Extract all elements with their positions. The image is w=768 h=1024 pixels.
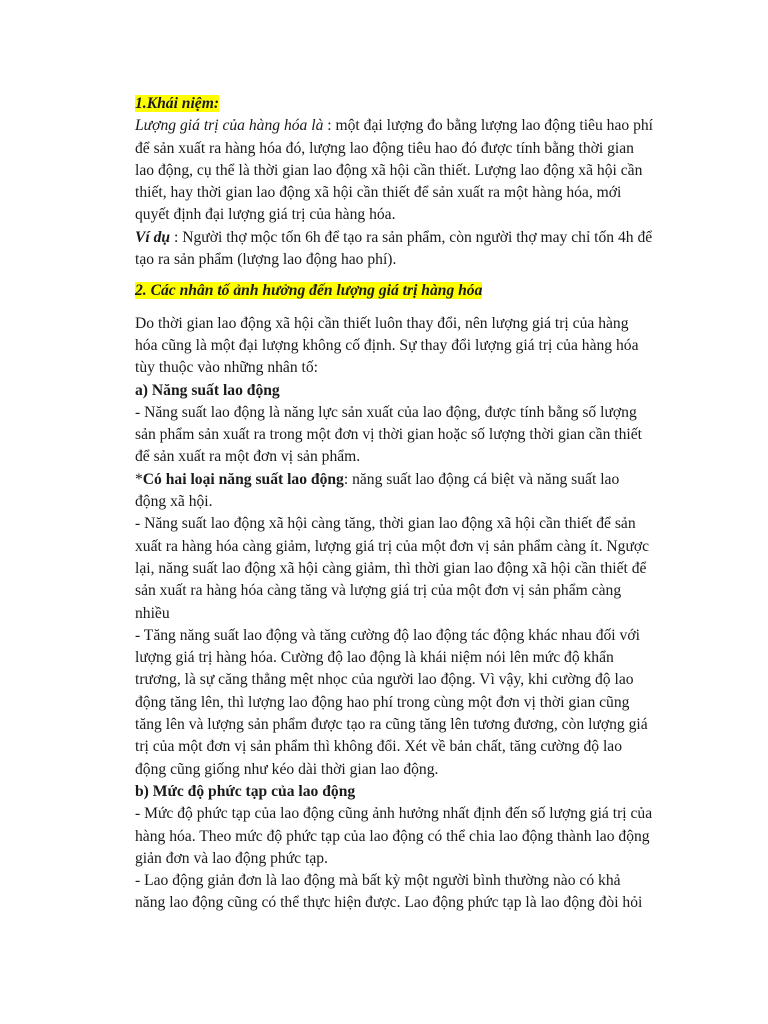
section-1-heading: 1.Khái niệm: <box>135 95 220 112</box>
b-paragraph-1-line-2: hàng hóa. Theo mức độ phức tạp của lao động có thể chia lao động thành lao động <box>135 827 650 845</box>
a-paragraph-3-line-1: - Tăng năng suất lao động và tăng cường độ lao động tác động khác nhau đối với <box>135 626 640 644</box>
intro-line-3: tùy thuộc vào những nhân tố: <box>135 359 318 377</box>
a-types-term: Có hai loại năng suất lao động <box>142 470 344 488</box>
intro-line-1: Do thời gian lao động xã hội cần thiết luôn thay đổi, nên lượng giá trị của hàng <box>135 314 629 332</box>
a-paragraph-2-line-4: sản xuất ra hàng hóa càng tăng và lượng giá trị của một đơn vị sản phẩm càng <box>135 582 622 600</box>
definition-line-4: thiết, hay thời gian lao động xã hội cần thiết để sản xuất ra một hàng hóa, mới <box>135 184 622 202</box>
b-paragraph-1-line-1: - Mức độ phức tạp của lao động cũng ảnh hưởng nhất định đến số lượng giá trị của <box>135 805 653 823</box>
example-term: Ví dụ <box>135 228 171 246</box>
section-1-heading-line <box>135 93 683 115</box>
a-types-line-1 <box>135 469 683 491</box>
a-paragraph-2-line-3: lại, năng suất lao động xã hội càng giảm, thì thời gian lao động xã hội cần thiết để <box>135 559 647 577</box>
example-text: : Người thợ mộc tốn 6h để tạo ra sản phẩm, còn người thợ may chỉ tốn 4h để <box>170 228 653 246</box>
a-paragraph-3-line-5: tăng lên và lượng sản phẩm được tạo ra cũng tăng lên tương đương, còn lượng giá <box>135 716 648 734</box>
subheading-a: a) Năng suất lao động <box>135 381 280 399</box>
a-types-text: : năng suất lao động cá biệt và năng suất lao <box>343 470 620 488</box>
b-paragraph-2-line-1: - Lao động giản đơn là lao động mà bất kỳ một người bình thường nào có khả <box>135 872 621 890</box>
subheading-b: b) Mức độ phức tạp của lao động <box>135 782 356 800</box>
b-paragraph-1-line-3: giản đơn và lao động phức tạp. <box>135 849 328 867</box>
example-line-1 <box>135 227 683 249</box>
a-paragraph-2-line-1: - Năng suất lao động xã hội càng tăng, thời gian lao động xã hội cần thiết để sản <box>135 515 636 533</box>
example-line-2: tạo ra sản phẩm (lượng lao động hao phí). <box>135 251 397 269</box>
section-2-heading-line <box>135 280 683 302</box>
document-page <box>135 93 683 915</box>
a-paragraph-2-line-5: nhiều <box>135 604 170 622</box>
definition-text: : một đại lượng đo bằng lượng lao động tiêu hao phí <box>323 117 654 135</box>
a-paragraph-1-line-2: sản phẩm sản xuất ra trong một đơn vị thời gian hoặc số lượng thời gian cần thiết <box>135 426 642 444</box>
definition-line-2: để sản xuất ra hàng hóa đó, lượng lao động tiêu hao đó được tính bằng thời gian <box>135 139 634 157</box>
a-paragraph-3-line-2: lượng giá trị hàng hóa. Cường độ lao động là khái niệm nói lên mức độ khẩn <box>135 649 614 667</box>
definition-line-5: quyết định đại lượng giá trị của hàng hóa. <box>135 206 396 224</box>
definition-line-1 <box>135 115 683 137</box>
a-types-line-2: động xã hội. <box>135 493 213 511</box>
a-paragraph-3-line-6: trị của một đơn vị sản phẩm thì không đổi. Xét về bản chất, tăng cường độ lao <box>135 738 623 756</box>
spacer <box>135 271 683 280</box>
a-paragraph-1-line-1: - Năng suất lao động là năng lực sản xuất của lao động, được tính bằng số lượng <box>135 403 637 421</box>
a-paragraph-2-line-2: xuất ra hàng hóa càng giảm, lượng giá trị của một đơn vị sản phẩm càng ít. Ngược <box>135 537 650 555</box>
definition-term: Lượng giá trị của hàng hóa là <box>135 117 324 135</box>
definition-line-3: lao động, cụ thể là thời gian lao động xã hội cần thiết. Lượng lao động xã hội cần <box>135 161 643 179</box>
spacer <box>135 303 683 313</box>
intro-line-2: hóa cũng là một đại lượng không cố định. Sự thay đổi lượng giá trị của hàng hóa <box>135 336 639 354</box>
a-paragraph-3-line-3: trương, là sự căng thẳng mệt nhọc của người lao động. Vì vậy, khi cường độ lao <box>135 671 634 689</box>
a-paragraph-3-line-7: động cũng giống như kéo dài thời gian lao động. <box>135 760 439 778</box>
a-types-prefix: * <box>135 470 143 488</box>
a-paragraph-1-line-3: để sản xuất ra một đơn vị sản phẩm. <box>135 448 361 466</box>
a-paragraph-3-line-4: động tăng lên, thì lượng lao động hao phí trong cùng một đơn vị thời gian cũng <box>135 693 630 711</box>
section-2-heading: 2. Các nhân tố ảnh hưởng đến lượng giá trị hàng hóa <box>135 282 483 300</box>
b-paragraph-2-line-2: năng lao động cũng có thể thực hiện được. Lao động phức tạp là lao động đòi hỏi <box>135 894 643 912</box>
